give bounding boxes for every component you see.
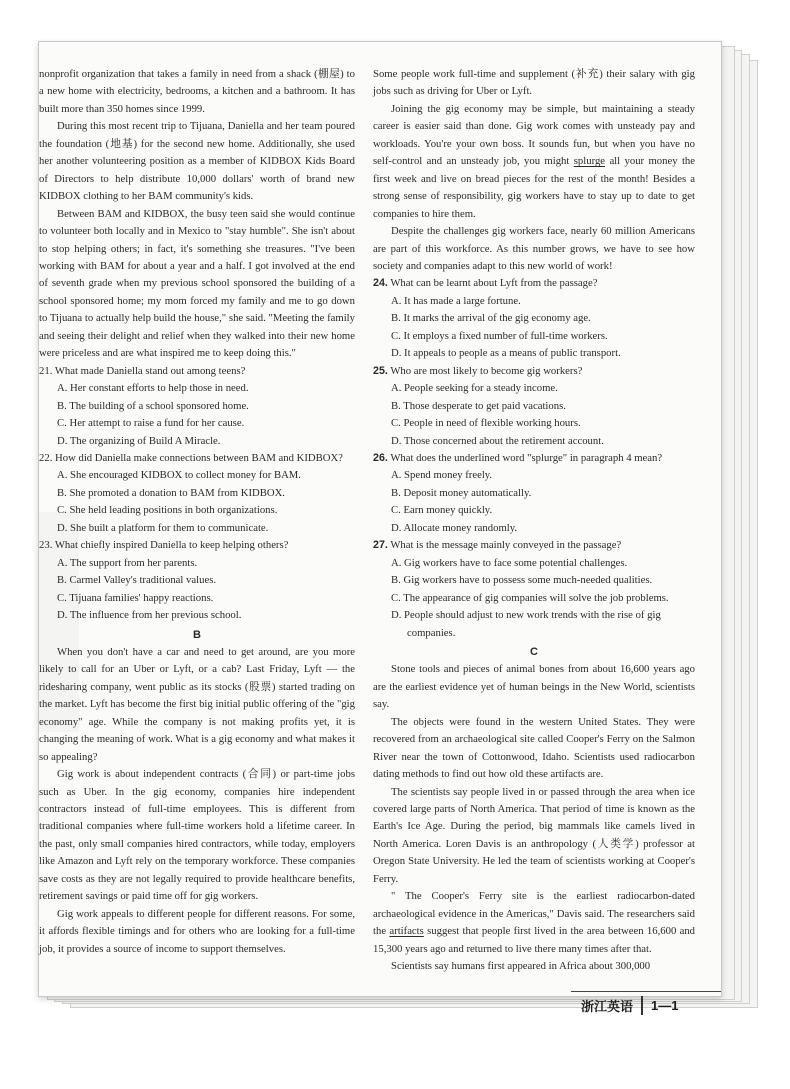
passage-a-paragraph: nonprofit organization that takes a family in need from a shack (棚屋) to a new home with electricity, bedrooms, a kitchen and a bathroom. It has built more than 350 homes since 1999. (39, 68, 355, 115)
footer-page-number: 1—1 (651, 997, 679, 1013)
answer-option: A. She encouraged KIDBOX to collect money for BAM. (57, 469, 301, 482)
paragraph-text: " The Cooper's Ferry site is the earliest radiocarbon-dated archaeological evidence in the Americas," Davis said. The researchers said the (373, 890, 695, 938)
question-stem (373, 450, 695, 467)
question-number: 25. (373, 364, 388, 377)
question-number: 24. (373, 277, 388, 290)
page-footer (571, 991, 721, 1018)
question-text: What can be learnt about Lyft from the passage? (390, 277, 598, 290)
passage-c-paragraph: Stone tools and pieces of animal bones from about 16,600 years ago are the earliest evidence yet of human beings in the New World, scientists say. (373, 663, 695, 711)
question-stem: 23. What chiefly inspired Daniella to keep helping others? (39, 539, 289, 552)
answer-option: B. Carmel Valley's traditional values. (57, 574, 217, 587)
answer-option: D. It appeals to people as a means of public transport. (391, 347, 621, 360)
underlined-word-splurge: splurge (573, 155, 606, 168)
question-26 (373, 450, 695, 537)
exam-page (38, 41, 722, 1014)
answer-option: A. Gig workers have to face some potential challenges. (391, 556, 628, 569)
question-stem (373, 537, 695, 554)
paragraph-text: Joining the gig economy may be simple, but maintaining a steady career is easier said than done. Gig work comes with unsteady pay and workloads. You're your own boss. It sounds fun, but when you have no self-control and an unsteady job, you might (373, 102, 695, 168)
question-text: What is the message mainly conveyed in the passage? (390, 539, 622, 552)
section-c-heading: C (530, 645, 538, 658)
answer-option: C. Her attempt to raise a fund for her cause. (57, 417, 245, 430)
answer-option: B. It marks the arrival of the gig economy age. (391, 312, 591, 325)
underlined-word-artifacts: artifacts (389, 925, 424, 938)
right-column (373, 66, 695, 976)
answer-option: C. Earn money quickly. (391, 504, 493, 517)
answer-option: C. It employs a fixed number of full-time workers. (391, 329, 608, 342)
question-24 (373, 275, 695, 362)
answer-option: C. She held leading positions in both organizations. (57, 504, 278, 517)
question-stem: 22. How did Daniella make connections between BAM and KIDBOX? (39, 451, 343, 464)
paragraph-text: suggest that people first lived in the area between 16,600 and 15,300 years ago and returned to live there many times after that. (373, 925, 696, 955)
passage-b-paragraph: Despite the challenges gig workers face, nearly 60 million Americans are part of this workforce. As this number grows, we have to see how society and companies adapt to this new world of work! (373, 225, 695, 272)
answer-option: B. The building of a school sponsored home. (57, 399, 249, 412)
passage-b-paragraph: Gig work is about independent contracts (合同) or part-time jobs such as Uber. In the gig economy, companies hire independent contractors instead of full-time employees. This is different from traditional companies where full-time workers hold a lifetime career. In the past, only small companies hired contractors, while today, employers like Amazon and Lyft rely on the temporary workforce. These companies save costs as they are not legally required to provide healthcare benefits, retirement savings or paid time off for gig workers. (39, 768, 355, 903)
question-21 (39, 363, 355, 450)
passage-b-paragraph: When you don't have a car and need to get around, are you more likely to call for an Uber or Lyft, or a cab? Last Friday, Lyft — the ridesharing company, went public as its stocks (股票) started trading on the market. Lyft has become the first big initial public offering of the "gig economy" age. While the company is not making profits yet, it is changing the meaning of work. What is a gig economy and what makes it so appealing? (39, 645, 355, 763)
answer-option: C. People in need of flexible working hours. (391, 417, 581, 430)
answer-option: D. She built a platform for them to communicate. (57, 521, 269, 534)
passage-b-paragraph: Some people work full-time and supplement (补充) their salary with gig jobs such as driving for Uber or Lyft. (373, 68, 695, 98)
passage-c-paragraph: The scientists say people lived in or passed through the area when ice covered large parts of North America. That period of time is known as the Earth's Ice Age. During the period, big mammals like camels lived in North America. Loren Davis is an anthropology (人类学) professor at Oregon State University. He led the team of scientists working at Cooper's Ferry. (373, 785, 695, 885)
paragraph-text: all your money the first week and live on bread pieces for the rest of the month! Besides a strong sense of responsibility, gig workers have to stay up to date to get companies to hire them. (373, 155, 696, 220)
passage-b-paragraph (373, 101, 695, 223)
passage-b-paragraph: Gig work appeals to different people for different reasons. For some, it affords flexible timings and for others who are looking for a full-time job, it provides a source of income to support themselves. (39, 907, 355, 955)
passage-c-paragraph: The objects were found in the western United States. They were recovered from an archaeological site called Cooper's Ferry on the Salmon River near the town of Cottonwood, Idaho. Scientists used radiocarbon dating methods to find out how old these artifacts are. (373, 715, 695, 781)
section-b-heading: B (193, 628, 201, 641)
question-22 (39, 450, 355, 537)
answer-option: A. It has made a large fortune. (391, 294, 521, 307)
passage-a-paragraph: During this most recent trip to Tijuana, Daniella and her team poured the foundation (地基) for the second new home. Additionally, she used her another volunteering position as a member of KIDBOX Kids Board of Directors to help distribute 10,000 dollars' worth of brand new KIDBOX clothing to her BAM community's kids. (39, 120, 355, 203)
answer-option: A. Spend money freely. (391, 469, 493, 482)
answer-option: B. Those desperate to get paid vacations. (391, 399, 566, 412)
answer-option: B. She promoted a donation to BAM from KIDBOX. (57, 486, 285, 499)
passage-c-paragraph (373, 888, 695, 958)
question-text: Who are most likely to become gig workers? (390, 364, 583, 377)
question-stem (373, 363, 695, 380)
answer-option: D. Those concerned about the retirement account. (391, 434, 604, 447)
answer-option: C. Tijuana families' happy reactions. (57, 591, 214, 604)
question-number: 26. (373, 451, 388, 464)
answer-option: D. The influence from her previous school. (57, 609, 242, 622)
question-stem (373, 275, 695, 292)
question-number: 27. (373, 539, 388, 552)
question-stem: 21. What made Daniella stand out among teens? (39, 364, 246, 377)
answer-option: D. The organizing of Build A Miracle. (57, 434, 221, 447)
answer-option: A. Her constant efforts to help those in need. (57, 382, 249, 395)
footer-subject: 浙江英语 (571, 996, 643, 1015)
answer-option: B. Deposit money automatically. (391, 486, 532, 499)
question-27 (373, 537, 695, 642)
question-23 (39, 537, 355, 624)
question-text: What does the underlined word "splurge" in paragraph 4 mean? (390, 451, 663, 464)
answer-option: C. The appearance of gig companies will solve the job problems. (391, 591, 669, 604)
passage-c-paragraph: Scientists say humans first appeared in Africa about 300,000 (391, 960, 651, 973)
answer-option: A. The support from her parents. (57, 556, 198, 569)
question-25 (373, 363, 695, 450)
answer-option: D. Allocate money randomly. (391, 521, 518, 534)
passage-a-paragraph: Between BAM and KIDBOX, the busy teen said she would continue to volunteer both locally and in Mexico to "stay humble". She isn't about to stop helping others; in fact, it's something she treasures. "I've been working with BAM for about a year and a half. I got involved at the end of seventh grade when my previous school sponsored the building of a school sponsored home; my mom forced my family and me to go down to Tijuana to actually help build the house," she said. "Meeting the family and seeing their delight and relief when they walked into their new home were priceless and are what inspired me to keep doing this." (39, 207, 355, 360)
answer-option: B. Gig workers have to possess some much-needed qualities. (391, 574, 653, 587)
answer-option: A. People seeking for a steady income. (391, 382, 558, 395)
left-column (39, 66, 355, 958)
answer-option: D. People should adjust to new work trends with the rise of gig companies. (391, 609, 661, 639)
